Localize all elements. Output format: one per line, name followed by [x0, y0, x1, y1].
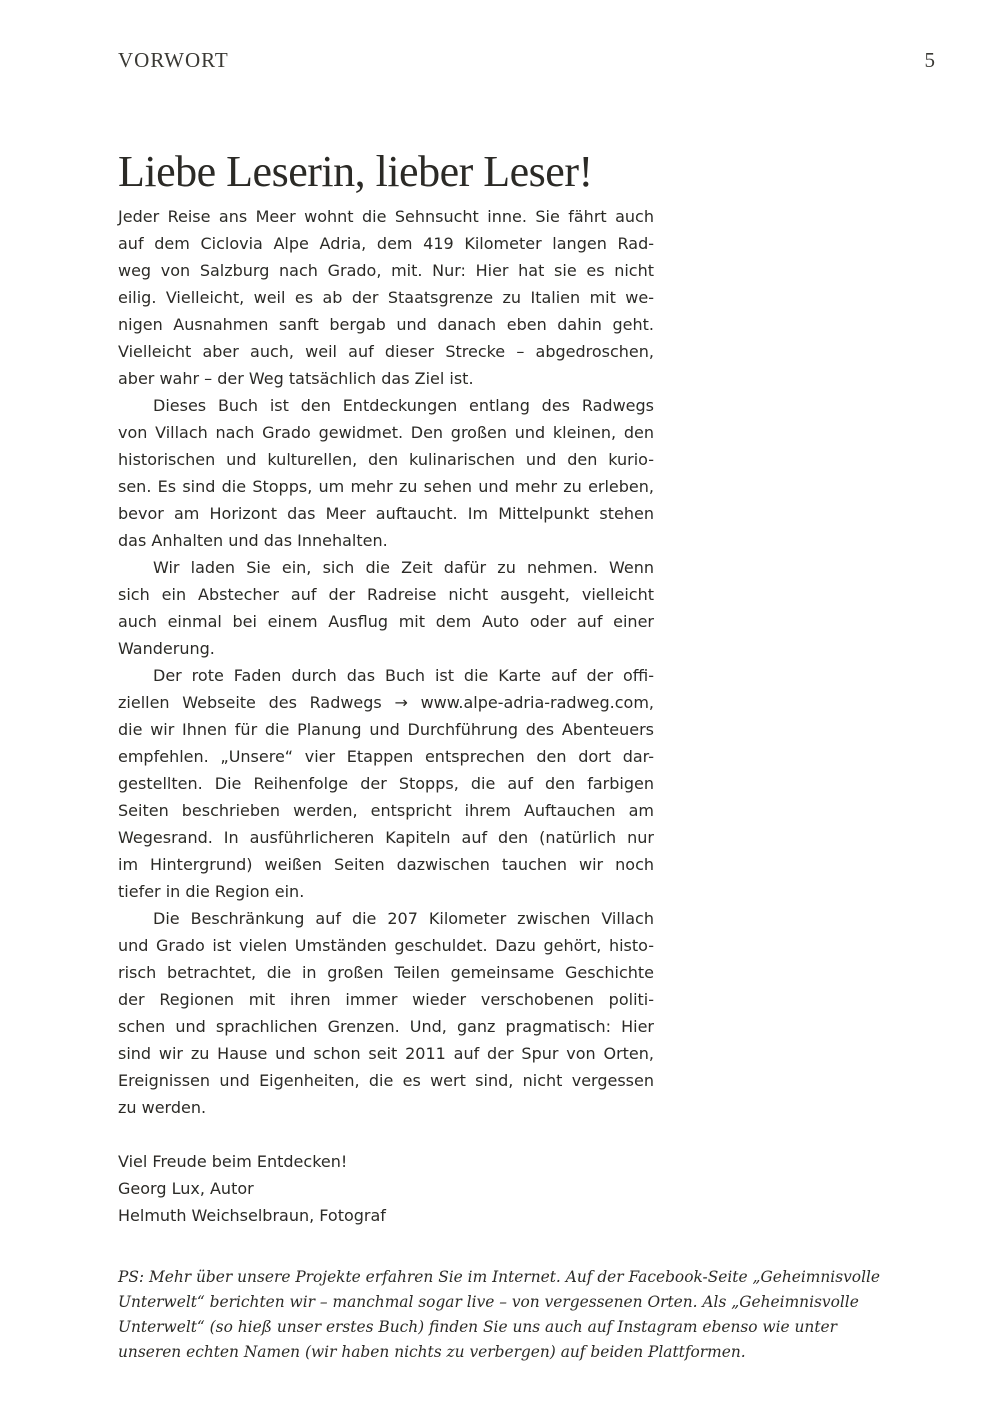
text-line: Wegesrand. In ausführlicheren Kapiteln auf den (natürlich nur: [118, 828, 654, 847]
text-line: tiefer in die Region ein.: [118, 882, 305, 901]
postscript: [118, 1265, 918, 1365]
postscript-line: Unterwelt“ (so hieß unser erstes Buch) finden Sie uns auch auf Instagram ebenso wie unter: [118, 1318, 837, 1336]
text-line: nigen Ausnahmen sanft bergab und danach eben dahin geht.: [118, 315, 654, 334]
text-line: Die Beschränkung auf die 207 Kilometer zwischen Villach: [153, 909, 654, 928]
text-line: sind wir zu Hause und schon seit 2011 auf der Spur von Orten,: [118, 1044, 654, 1063]
text-line: schen und sprachlichen Grenzen. Und, ganz pragmatisch: Hier: [118, 1017, 654, 1036]
text-line: das Anhalten und das Innehalten.: [118, 531, 388, 550]
text-line: Wir laden Sie ein, sich die Zeit dafür zu nehmen. Wenn: [153, 558, 654, 577]
closing-greeting: Viel Freude beim Entdecken!: [118, 1152, 348, 1171]
text-line: Wanderung.: [118, 639, 215, 658]
photographer-credit: Helmuth Weichselbraun, Fotograf: [118, 1206, 386, 1225]
running-head-section-title: VORWORT: [118, 48, 229, 72]
text-line: die wir Ihnen für die Planung und Durchführung des Abenteuers: [118, 720, 654, 739]
text-line: weg von Salzburg nach Grado, mit. Nur: Hier hat sie es nicht: [118, 261, 654, 280]
text-line: sen. Es sind die Stopps, um mehr zu sehen und mehr zu erleben,: [118, 477, 654, 496]
paragraph-3: [118, 554, 654, 662]
text-line: im Hintergrund) weißen Seiten dazwischen tauchen wir noch: [118, 855, 654, 874]
paragraph-4: [118, 662, 654, 905]
text-line-with-website-link: ziellen Webseite des Radwegs → www.alpe-adria-radweg.com,: [118, 693, 654, 712]
text-line: der Regionen mit ihren immer wieder verschobenen politi-: [118, 990, 654, 1009]
text-line: bevor am Horizont das Meer auftaucht. Im Mittelpunkt stehen: [118, 504, 654, 523]
text-line: Vielleicht aber auch, weil auf dieser Strecke – abgedroschen,: [118, 342, 654, 361]
paragraph-1: [118, 203, 654, 392]
text-line: und Grado ist vielen Umständen geschuldet. Dazu gehört, histo-: [118, 936, 654, 955]
page-heading: Liebe Leserin, lieber Leser!: [118, 147, 593, 196]
text-line: Ereignissen und Eigenheiten, die es wert sind, nicht vergessen: [118, 1071, 654, 1090]
text-line: sich ein Abstecher auf der Radreise nicht ausgeht, vielleicht: [118, 585, 654, 604]
text-line: eilig. Vielleicht, weil es ab der Staatsgrenze zu Italien mit we-: [118, 288, 654, 307]
text-line: von Villach nach Grado gewidmet. Den großen und kleinen, den: [118, 423, 654, 442]
text-line: auf dem Ciclovia Alpe Adria, dem 419 Kilometer langen Rad-: [118, 234, 654, 253]
text-line: Dieses Buch ist den Entdeckungen entlang des Radwegs: [153, 396, 654, 415]
text-line: zu werden.: [118, 1098, 207, 1117]
paragraph-2: [118, 392, 654, 554]
text-line: historischen und kulturellen, den kulinarischen und den kurio-: [118, 450, 654, 469]
text-line: gestellten. Die Reihenfolge der Stopps, die auf den farbigen: [118, 774, 654, 793]
spacer: [118, 1121, 654, 1148]
text-line: Der rote Faden durch das Buch ist die Karte auf der offi-: [153, 666, 654, 685]
text-line: empfehlen. „Unsere“ vier Etappen entsprechen den dort dar-: [118, 747, 654, 766]
text-line: Seiten beschrieben werden, entspricht ihrem Auftauchen am: [118, 801, 654, 820]
postscript-line: Unterwelt“ berichten wir – manchmal sogar live – von vergessenen Orten. Als „Geheimnisvolle: [118, 1293, 859, 1311]
body-text: [118, 203, 654, 1229]
text-line: aber wahr – der Weg tatsächlich das Ziel ist.: [118, 369, 474, 388]
page-number: 5: [924, 48, 935, 72]
closing-signature: [118, 1148, 654, 1229]
paragraph-5: [118, 905, 654, 1121]
text-line: Jeder Reise ans Meer wohnt die Sehnsucht inne. Sie fährt auch: [118, 207, 654, 226]
text-line: auch einmal bei einem Ausflug mit dem Auto oder auf einer: [118, 612, 654, 631]
text-line: risch betrachtet, die in großen Teilen gemeinsame Geschichte: [118, 963, 654, 982]
author-credit: Georg Lux, Autor: [118, 1179, 254, 1198]
postscript-line: unseren echten Namen (wir haben nichts zu verbergen) auf beiden Plattformen.: [118, 1343, 746, 1361]
postscript-line: PS: Mehr über unsere Projekte erfahren Sie im Internet. Auf der Facebook-Seite „Geheimnisvolle: [118, 1268, 881, 1286]
